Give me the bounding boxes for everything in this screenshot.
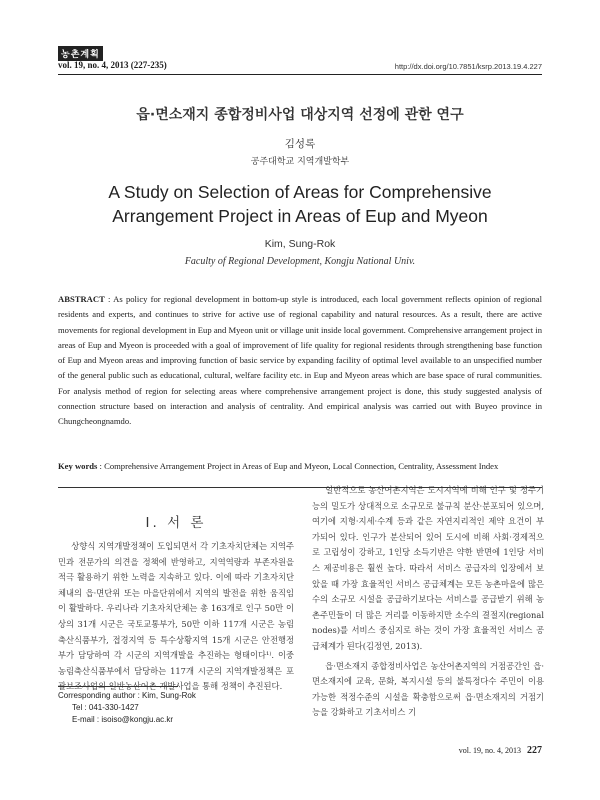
korean-author-name: 김성록 (284, 138, 316, 150)
korean-title: 읍·면소재지 종합정비사업 대상지역 선정에 관한 연구 (136, 107, 464, 123)
author-email[interactable]: E-mail : isoiso@kongju.ac.kr (72, 715, 174, 724)
korean-affiliation: 공주대학교 지역개발학부 (250, 157, 350, 167)
header-divider (58, 74, 542, 75)
corresponding-author-footnote (58, 690, 196, 726)
corresponding-author: Corresponding author : Kim, Sung-Rok (58, 691, 196, 700)
abstract-text: : As policy for regional development in bottom-up style is introduced, each local government reflects opinion of regional residents and experts, and continues to strive for active use of regional capability and natural resources. As a result, there are active movements for regional development in Eup and Myeon unit or village unit inside local government. Comprehensive arrangement project in areas of Eup and Myeon is proceeded with a goal of improvement of life quality for regional residents through strengthening base function of Eup and Myeon areas and improving function of basic service by expanding facility of optimal level available to an unspecified number of the general public such as educational, cultural, welfare facility etc. in Eup and Myeon areas which are base space of rural communities. For analysis method of region for selecting areas where comprehensive arrangement project is done, this study suggested analysis of connection structure based on interaction and analysis of centrality. And empirical analysis was carried out with Buyeo province in Chungcheongnamdo. (58, 294, 543, 427)
english-affiliation: Faculty of Regional Development, Kongju National Univ. (184, 256, 416, 267)
right-column (312, 483, 544, 721)
volume-info: vol. 19, no. 4, 2013 (227-235) (58, 60, 167, 70)
section-heading: Ⅰ. 서 론 (145, 515, 207, 531)
body-paragraph: 읍·면소재지 종합정비사업은 농산어촌지역의 거점공간인 읍·면소재지에 교육, 문화, 복지시설 등의 불특정다수 주민이 이용 가능한 적정수준의 시설을 확충함으로써 읍·면소재지의 거점기능을 강화하고 기초서비스 기 (312, 660, 544, 718)
keywords-label: Key words (58, 461, 98, 471)
doi-link[interactable]: http://dx.doi.org/10.7851/ksrp.2013.19.4.227 (394, 62, 542, 71)
intro-paragraph: 상향식 지역개발정책이 도입되면서 각 기초자치단체는 지역주민과 전문가의 의견을 정책에 반영하고, 지역역량과 부존자원을 적극 활용하기 위한 노력을 지속하고 있다. 이에 따라 기초자치단체내의 읍·면단위 또는 마을단위에서 지역의 발전을 위한 움직임이 활발하다. 우리나라 기초자치단체는 총 163개로 인구 50만 이상의 31개 시군은 국토교통부가, 50만 이하 117개 시군은 농림축산식품부가, 접경지역 등 특수상황지역 15개 시군은 안전행정부가 담당하여 각 시군의 지역개발을 추진하는 형태이다¹⁾. 이중 농림축산식품부에서 담당하는 117개 시군의 지역개발정책은 포괄보조사업의 일반농산어촌 개발사업을 통해 정책이 추진된다. (58, 541, 294, 692)
journal-logo: 농촌계획 (58, 46, 103, 61)
footnote-divider (58, 686, 178, 687)
author-tel: Tel : 041-330-1427 (72, 703, 139, 712)
page-number: 227 (527, 745, 542, 756)
keywords (58, 461, 542, 471)
body-paragraph: 일반적으로 농산어촌지역은 도시지역에 비해 인구 및 정주기능의 밀도가 상대적으로 소규모로 불규칙 분산·분포되어 있으며, 여기에 지형·지세·수계 등과 같은 자연지리적인 제약 요건이 부가되어 있다. 인구가 분산되어 있어 도시에 비해 사회·경제적으로 고립성이 강하고, 1인당 소득기반은 약한 반면에 1인당 서비스 제공비용은 훨씬 높다. 따라서 서비스 공급자의 입장에서 보았을 때 가장 효율적인 서비스 공급체계는 모든 농촌마을에 많은 수의 소규모 시설을 공급하기보다는 서비스를 공급받기 위해 농촌주민들이 더 많은 거리를 이동하지만 소수의 결절지(regional nodes)를 서비스 중심지로 하는 것이 가장 효율적인 서비스 공급체계가 된다(김정연, 2013). (312, 485, 544, 651)
abstract-label: ABSTRACT (58, 294, 105, 304)
english-author-name: Kim, Sung-Rok (264, 238, 336, 250)
keywords-text: : Comprehensive Arrangement Project in Areas of Eup and Myeon, Local Connection, Centrality, Assessment Index (99, 461, 499, 471)
english-title: A Study on Selection of Areas for Comprehensive Arrangement Project in Areas of Eup and Myeon (108, 182, 492, 226)
left-column (58, 539, 294, 695)
page-footer (459, 745, 542, 756)
footer-issue: vol. 19, no. 4, 2013 (458, 746, 521, 755)
abstract (58, 292, 542, 430)
